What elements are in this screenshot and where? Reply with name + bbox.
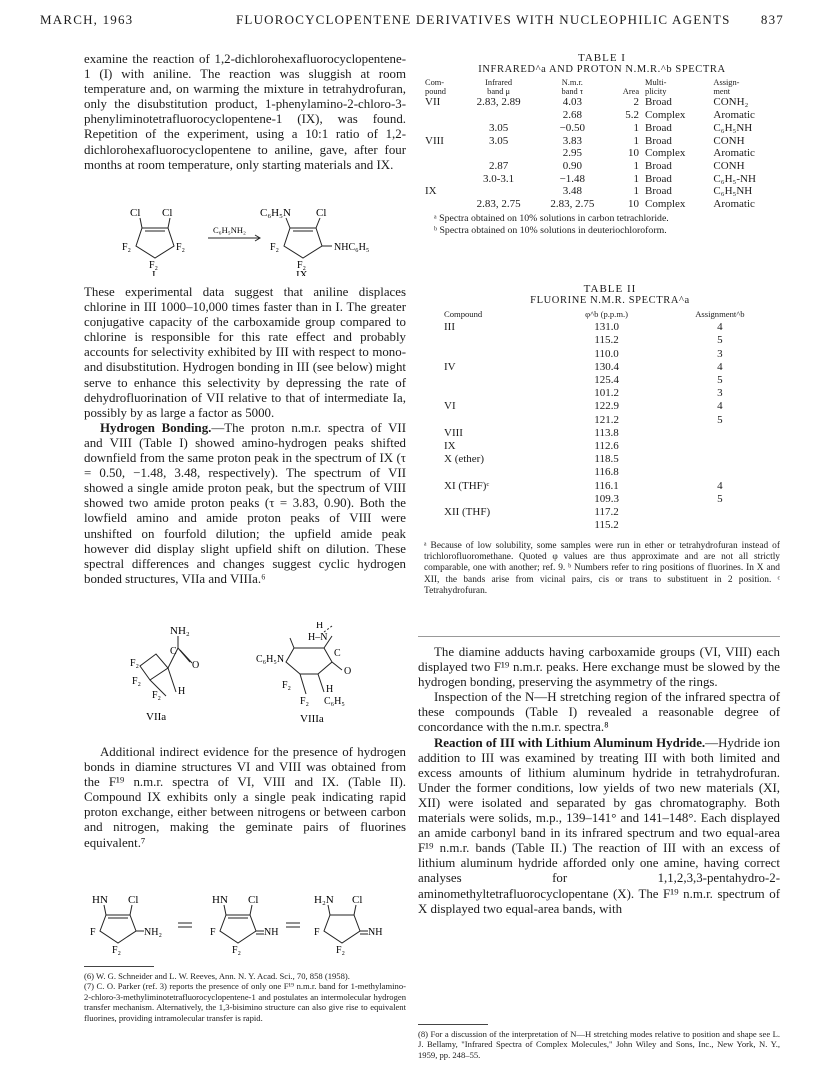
- table-cell: 121.2: [594, 413, 619, 426]
- table-2-body: [440, 321, 780, 532]
- table-row: [422, 198, 782, 211]
- table-cell: 110.0: [594, 347, 619, 360]
- chem-label: NH₂: [144, 927, 162, 938]
- table-cell: 4: [717, 321, 723, 334]
- table-1-body: [422, 96, 782, 210]
- table-cell: [440, 519, 553, 532]
- table-cell: 3: [717, 387, 723, 400]
- scheme-i-to-ix: [100, 204, 400, 280]
- chem-label: F₂: [232, 945, 242, 955]
- table-cell: 3.05: [488, 134, 509, 147]
- table-cell: 118.5: [594, 453, 619, 466]
- table-cell: [422, 122, 462, 135]
- table-cell: [440, 466, 553, 479]
- table-cell: 5: [717, 334, 723, 347]
- chem-label: F₂: [152, 690, 162, 701]
- table-cell: Broad: [645, 121, 672, 134]
- table-2-block: [440, 283, 780, 532]
- table-cell: 5: [717, 374, 723, 387]
- table-cell: 2.83, 2.89: [476, 96, 521, 109]
- table-1-header-row: [422, 78, 782, 96]
- table-cell: [660, 506, 780, 519]
- table-cell: 3.0-3.1: [483, 172, 515, 185]
- table-cell: 125.4: [594, 374, 619, 387]
- chem-label: Cl: [130, 207, 141, 219]
- table-row: [422, 160, 782, 173]
- chem-label: Cl: [316, 207, 327, 219]
- table-row: [440, 519, 780, 532]
- table-cell: Broad: [645, 159, 672, 172]
- chem-label: H₂N: [314, 894, 334, 906]
- table-cell: 1: [633, 121, 640, 134]
- table-2-header-row: [440, 308, 780, 321]
- table-row: [440, 466, 780, 479]
- scheme-viia-viiia: [110, 622, 400, 736]
- table-cell: [422, 147, 462, 160]
- right-column-body: [418, 636, 780, 917]
- table-row: [440, 480, 780, 493]
- table-cell: C₆H₅NH: [713, 121, 753, 134]
- chem-label: H–N: [308, 632, 328, 643]
- table-cell: 2.83, 2.75: [476, 198, 521, 211]
- table1-header-cell: Assign- ment: [713, 78, 740, 97]
- table-cell: X (ether): [444, 453, 485, 466]
- header-title: FLUOROCYCLOPENTENE DERIVATIVES WITH NUCLEOPHILIC AGENTS: [236, 12, 731, 27]
- compound-label-i: I: [152, 269, 156, 276]
- table-cell: Aromatic: [713, 147, 755, 160]
- table-cell: 1: [633, 134, 640, 147]
- chem-label: F: [90, 927, 96, 938]
- table-cell: 4: [717, 400, 723, 413]
- table-row: [422, 109, 782, 122]
- chem-label: F₂: [149, 260, 159, 271]
- chem-label: NHC₆H₅: [334, 242, 370, 253]
- chem-label: C₆H₅N: [260, 207, 291, 219]
- table-cell: C₆H₅NH: [713, 185, 753, 198]
- paragraph-aniline-reaction: examine the reaction of 1,2-dichlorohexafluorocyclopentene-1 (I) with aniline. The reaction was sluggish at room temperature and, on warming the mixture in tetrahydrofuran, only the disubstitution product, 1-phenylamino-2-chloro-3-phenyliminotetrafluorocyclopentene-1 (IX), was found. Repetition of the experiment, using a 10:1 ratio of 1,2-dichlorohexafluorocyclopentene to aniline, gave, after four months at room temperature, only starting materials and IX.: [84, 52, 406, 172]
- table-cell: [422, 160, 462, 173]
- table-cell: IV: [444, 360, 456, 373]
- paragraph-lah-reaction: [418, 736, 780, 917]
- chem-label: F₂: [176, 242, 186, 253]
- table-cell: 1: [633, 172, 640, 185]
- table-cell: [440, 334, 553, 347]
- table-cell: Broad: [645, 96, 672, 109]
- table-cell: 5.2: [625, 109, 640, 122]
- table-cell: III: [444, 321, 455, 334]
- table-2: [440, 308, 780, 532]
- table-1-note-b: ᵇ Spectra obtained on 10% solutions in deuteriochloroform.: [434, 224, 667, 236]
- table-cell: VIII: [444, 426, 463, 439]
- chem-label: NH: [368, 927, 383, 938]
- table-cell: Complex: [645, 198, 686, 211]
- table-cell: 130.4: [594, 360, 619, 373]
- table-cell: CONH: [713, 134, 745, 147]
- chem-label: C: [170, 646, 177, 657]
- table-row: [422, 96, 782, 109]
- table-cell: 101.2: [594, 387, 619, 400]
- running-header: [40, 12, 784, 38]
- section-head-hydrogen-bonding: Hydrogen Bonding.: [100, 420, 212, 435]
- table-cell: 115.2: [594, 334, 619, 347]
- table-cell: [422, 173, 462, 186]
- table-cell: Broad: [645, 172, 672, 185]
- table1-header-cell: Infrared band μ: [485, 78, 513, 97]
- table-cell: [660, 427, 780, 440]
- table-row: [440, 361, 780, 374]
- table-cell: Aromatic: [713, 109, 755, 122]
- table-row: [440, 453, 780, 466]
- table-cell: [660, 519, 780, 532]
- table-cell: [440, 387, 553, 400]
- table-cell: 10: [628, 198, 640, 211]
- table1-header-cell: Multi- plicity: [645, 78, 667, 97]
- table-cell: IX: [425, 185, 437, 198]
- chem-label: F₂: [336, 945, 346, 955]
- table-cell: [440, 348, 553, 361]
- footnote-rule: [84, 966, 154, 967]
- table-cell: 2.87: [488, 159, 509, 172]
- table-cell: −0.50: [559, 121, 586, 134]
- chem-label: F₂: [130, 658, 140, 669]
- table-cell: 112.6: [594, 440, 619, 453]
- table-cell: [660, 440, 780, 453]
- chem-label: F₂: [112, 945, 122, 955]
- table-cell: 116.1: [594, 479, 619, 492]
- table-cell: 122.9: [594, 400, 619, 413]
- paragraph-lah-body: —Hydride ion addition to III was examined by treating III with both limited and excess amounts of lithium aluminum hydride in tetrahydrofuran. Under the former conditions, low yields of two new materials (XI, XII) were isolated and separated by gas chromatography. Both materials were solids, m.p., 139–141° and 141–148°. Each displayed an amide carbonyl band in its infrared spectrum and two equal-area F¹⁹ n.m.r. bands (Table II.) The reaction of III with an excess of lithium aluminum hydride afforded only one amine, having correct analyses for 1,1,2,3,3-pentahydro-2-aminomethyltetrafluorocyclopentane (X). The F¹⁹ n.m.r. spectrum of X displayed two equal-area bands, with: [418, 735, 781, 916]
- chem-label: F: [210, 927, 216, 938]
- left-column: [84, 52, 406, 203]
- scheme-tautomers: [86, 893, 406, 959]
- table-cell: 4: [717, 479, 723, 492]
- table-cell: 117.2: [594, 506, 619, 519]
- table-cell: 4.03: [562, 96, 582, 109]
- chem-label: C₆H₅: [324, 696, 345, 707]
- paragraph-hydrogen-bonding-body: —The proton n.m.r. spectra of VII and VIII (Table I) showed amino-hydrogen peaks shifted downfield from the same proton peak in the spectrum of IX (τ = 0.50, −1.48, 3.48, respectively). The spectrum of VII showed a single amide proton peak, but the spectrum of VIII showed two amide proton peaks (τ = 3.83, 0.90). Both the lowfield amino and amide proton peaks of VIII were unshifted on fourfold dilution; the upfield amide peak however did display slight upfield shift on dilution. These spectral differences and changes suggest cyclic hydrogen bonded structures, VIIa and VIIIa.⁶: [84, 420, 406, 586]
- table-row: [422, 147, 782, 160]
- table-row: [422, 173, 782, 186]
- table-2-note: ᵃ Because of low solubility, some samples were run in ether or tetrahydrofuran instead of trichlorofluoromethane. Quoted φ values are thus approximate and are not all strictly comparable, one with another; ref. 9. ᵇ Numbers refer to ring positions of fluorines. In X and XII, the bands arise from vicinal pairs, cis or trans to substituent in 2 position. ᶜ Tetrahydrofuran.: [424, 541, 780, 596]
- table-cell: XI (THF)ᶜ: [444, 479, 490, 492]
- table-row: [422, 122, 782, 135]
- table-cell: 115.2: [594, 519, 619, 532]
- chem-label: F₂: [132, 676, 142, 687]
- table-cell: 2: [633, 96, 640, 109]
- table-1: [422, 78, 782, 211]
- chem-label: NH₂: [170, 625, 190, 637]
- table-row: [440, 321, 780, 334]
- reagent-label: C₆H₅NH₂: [213, 225, 246, 235]
- table-row: [440, 414, 780, 427]
- table-cell: 0.90: [562, 159, 582, 172]
- table-cell: 3.48: [562, 185, 582, 198]
- table-cell: 109.3: [594, 492, 619, 505]
- table-cell: XII (THF): [444, 506, 491, 519]
- table-row: [440, 506, 780, 519]
- section-head-lah: Reaction of III with Lithium Aluminum Hydride.: [434, 735, 706, 750]
- chem-label: F₂: [300, 696, 310, 707]
- table-row: [440, 493, 780, 506]
- table-cell: 131.0: [594, 321, 619, 334]
- table-cell: 5: [717, 413, 723, 426]
- compound-label-viia: VIIa: [146, 711, 167, 723]
- chem-label: NH: [264, 927, 279, 938]
- chem-label: Cl: [162, 207, 173, 219]
- table-cell: 4: [717, 360, 723, 373]
- table-cell: [440, 374, 553, 387]
- chem-label: F₂: [122, 242, 132, 253]
- table-1-block: [422, 52, 782, 237]
- table-cell: Complex: [645, 109, 686, 122]
- table-cell: [440, 493, 553, 506]
- table-cell: 116.8: [594, 466, 619, 479]
- chem-label: HN: [92, 894, 108, 906]
- table-cell: 1: [633, 185, 640, 198]
- table-cell: VII: [425, 96, 441, 109]
- table1-header-cell: N.m.r. band τ: [561, 78, 584, 97]
- chem-label: O: [192, 660, 200, 671]
- table2-header-cell: Compound: [444, 309, 483, 319]
- table-cell: [440, 414, 553, 427]
- table-cell: 5: [717, 492, 723, 505]
- table-cell: VI: [444, 400, 456, 413]
- paragraph-hydrogen-bonding: [84, 421, 406, 587]
- left-footnotes: [84, 966, 406, 1023]
- table-row: [440, 400, 780, 413]
- table-cell: −1.48: [559, 172, 586, 185]
- table1-header-cell: Com- pound: [425, 78, 446, 97]
- table-cell: VIII: [425, 134, 444, 147]
- tautomer-drawing: [86, 893, 406, 955]
- chem-label: Cl: [352, 894, 363, 906]
- table-cell: 3.83: [562, 134, 582, 147]
- compound-label-ix: IX: [296, 269, 308, 276]
- chem-label: H: [178, 686, 186, 697]
- hydrogen-bond-structures-drawing: [110, 622, 400, 732]
- table-cell: Broad: [645, 134, 672, 147]
- chem-label: C₆H₅N: [256, 654, 285, 665]
- header-date: MARCH, 1963: [40, 12, 134, 27]
- chem-label: Cl: [248, 894, 259, 906]
- table-row: [440, 427, 780, 440]
- table-cell: [660, 466, 780, 479]
- table-cell: [422, 198, 462, 211]
- table2-header-cell: φ^b (p.p.m.): [585, 309, 629, 319]
- table-cell: IX: [444, 440, 456, 453]
- compound-label-viiia: VIIIa: [300, 713, 324, 725]
- table-cell: Aromatic: [713, 198, 755, 211]
- table-cell: CONH: [713, 159, 745, 172]
- table-cell: C₆H₅-NH: [713, 172, 756, 185]
- table-cell: 1: [633, 159, 640, 172]
- footnote-6: (6) W. G. Schneider and L. W. Reeves, Ann. N. Y. Acad. Sci., 70, 858 (1958).: [84, 971, 350, 981]
- chem-label: F₂: [297, 260, 307, 271]
- paragraph-nh-stretching: Inspection of the N—H stretching region of the infrared spectra of these compounds (Table I) revealed a reasonable degree of concordance with the n.m.r. spectra.⁸: [418, 690, 780, 735]
- table-row: [422, 135, 782, 148]
- left-column-lower: [84, 745, 406, 851]
- right-footnotes: [418, 1024, 780, 1060]
- table-cell: [462, 147, 536, 160]
- footnote-7: (7) C. O. Parker (ref. 3) reports the presence of only one F¹⁹ n.m.r. band for 1-methylamino-2-chloro-3-methyliminotetrafluorocyclopentene-1 and postulates an intermolecular hydrogen transfer mechanism. Alternatively, the 1,3-bisimino structure can also give rise to equivalent fluorines, providing intramolecular transfer is rapid.: [84, 981, 406, 1023]
- table-2-subtitle: FLUORINE N.M.R. SPECTRA^a: [530, 295, 690, 306]
- table-row: [440, 348, 780, 361]
- chem-label: F: [314, 927, 320, 938]
- chem-label: C: [334, 648, 341, 659]
- table-cell: 2.95: [562, 147, 582, 160]
- table-cell: CONH₂: [713, 96, 749, 109]
- table-cell: [462, 109, 536, 122]
- table-cell: [660, 453, 780, 466]
- footnote-rule: [418, 1024, 488, 1025]
- table-cell: Broad: [645, 185, 672, 198]
- table-cell: [422, 109, 462, 122]
- table-row: [440, 387, 780, 400]
- table-1-note-a: ᵃ Spectra obtained on 10% solutions in carbon tetrachloride.: [434, 212, 669, 224]
- table-cell: 10: [628, 147, 640, 160]
- table-cell: 3.05: [488, 121, 509, 134]
- table-row: [440, 334, 780, 347]
- reaction-scheme-drawing: [100, 204, 400, 276]
- chem-label: HN: [212, 894, 228, 906]
- paragraph-rate-effect: These experimental data suggest that aniline displaces chlorine in III 1000–10,000 times faster than in I. The greater conjugative capacity of the carboxamide group compared to chlorine is responsible for this rate effect and probably accounts for selectivity exhibited by III with respect to mono- and disubstitution. Hydrogen bonding in III (see below) might serve to enhance this selectivity by depressing the rate of dehydrofluorination of VII relative to that of intermediate Ia, possibly by as large a factor as 5000.: [84, 285, 406, 420]
- table-cell: 3: [717, 347, 723, 360]
- section-rule: [418, 636, 780, 637]
- table-cell: 113.8: [594, 426, 619, 439]
- footnote-8: (8) For a discussion of the interpretation of N—H stretching modes relative to position and shape see L. J. Bellamy, "Infrared Spectra of Complex Molecules," John Wiley and Sons, Inc., New York, N. Y., 1959, pp. 248–55.: [418, 1029, 780, 1060]
- table-2-title: TABLE II: [583, 283, 637, 295]
- paragraph-indirect-evidence: Additional indirect evidence for the presence of hydrogen bonds in diamine structures VI and VIII was obtained from the F¹⁹ n.m.r. spectra of VI, VIII and IX. (Table II). Compound IX exhibits only a single peak indicating rapid proton exchange, either between nitrogens or between carbon and nitrogen, making the geminate pairs of fluorines equivalent.⁷: [84, 745, 406, 850]
- table1-header-cell: Area: [622, 87, 640, 97]
- chem-label: F₂: [282, 680, 292, 691]
- page-number: 837: [760, 12, 784, 27]
- table-row: [422, 185, 782, 198]
- chem-label: O: [344, 666, 352, 677]
- table2-header-cell: Assignment^b: [695, 309, 745, 319]
- chem-label: H: [326, 684, 334, 695]
- paragraph-diamine-adducts: The diamine adducts having carboxamide groups (VI, VIII) each displayed two F¹⁹ n.m.r. peaks. Here exchange must be slowed by the hydrogen bonding, preserving the asymmetry of the rings.: [418, 645, 780, 690]
- table-row: [440, 374, 780, 387]
- chem-label: F₂: [270, 242, 280, 253]
- table-cell: [462, 185, 536, 198]
- table-row: [440, 440, 780, 453]
- table-1-subtitle: INFRARED^a AND PROTON N.M.R.^b SPECTRA: [478, 64, 726, 75]
- chem-label: Cl: [128, 894, 139, 906]
- table-cell: 2.68: [562, 109, 582, 122]
- table-cell: 2.83, 2.75: [550, 198, 595, 211]
- left-column-middle: [84, 285, 406, 587]
- table-cell: Complex: [645, 147, 686, 160]
- chem-label: H: [316, 622, 324, 631]
- table-1-title: TABLE I: [578, 52, 626, 64]
